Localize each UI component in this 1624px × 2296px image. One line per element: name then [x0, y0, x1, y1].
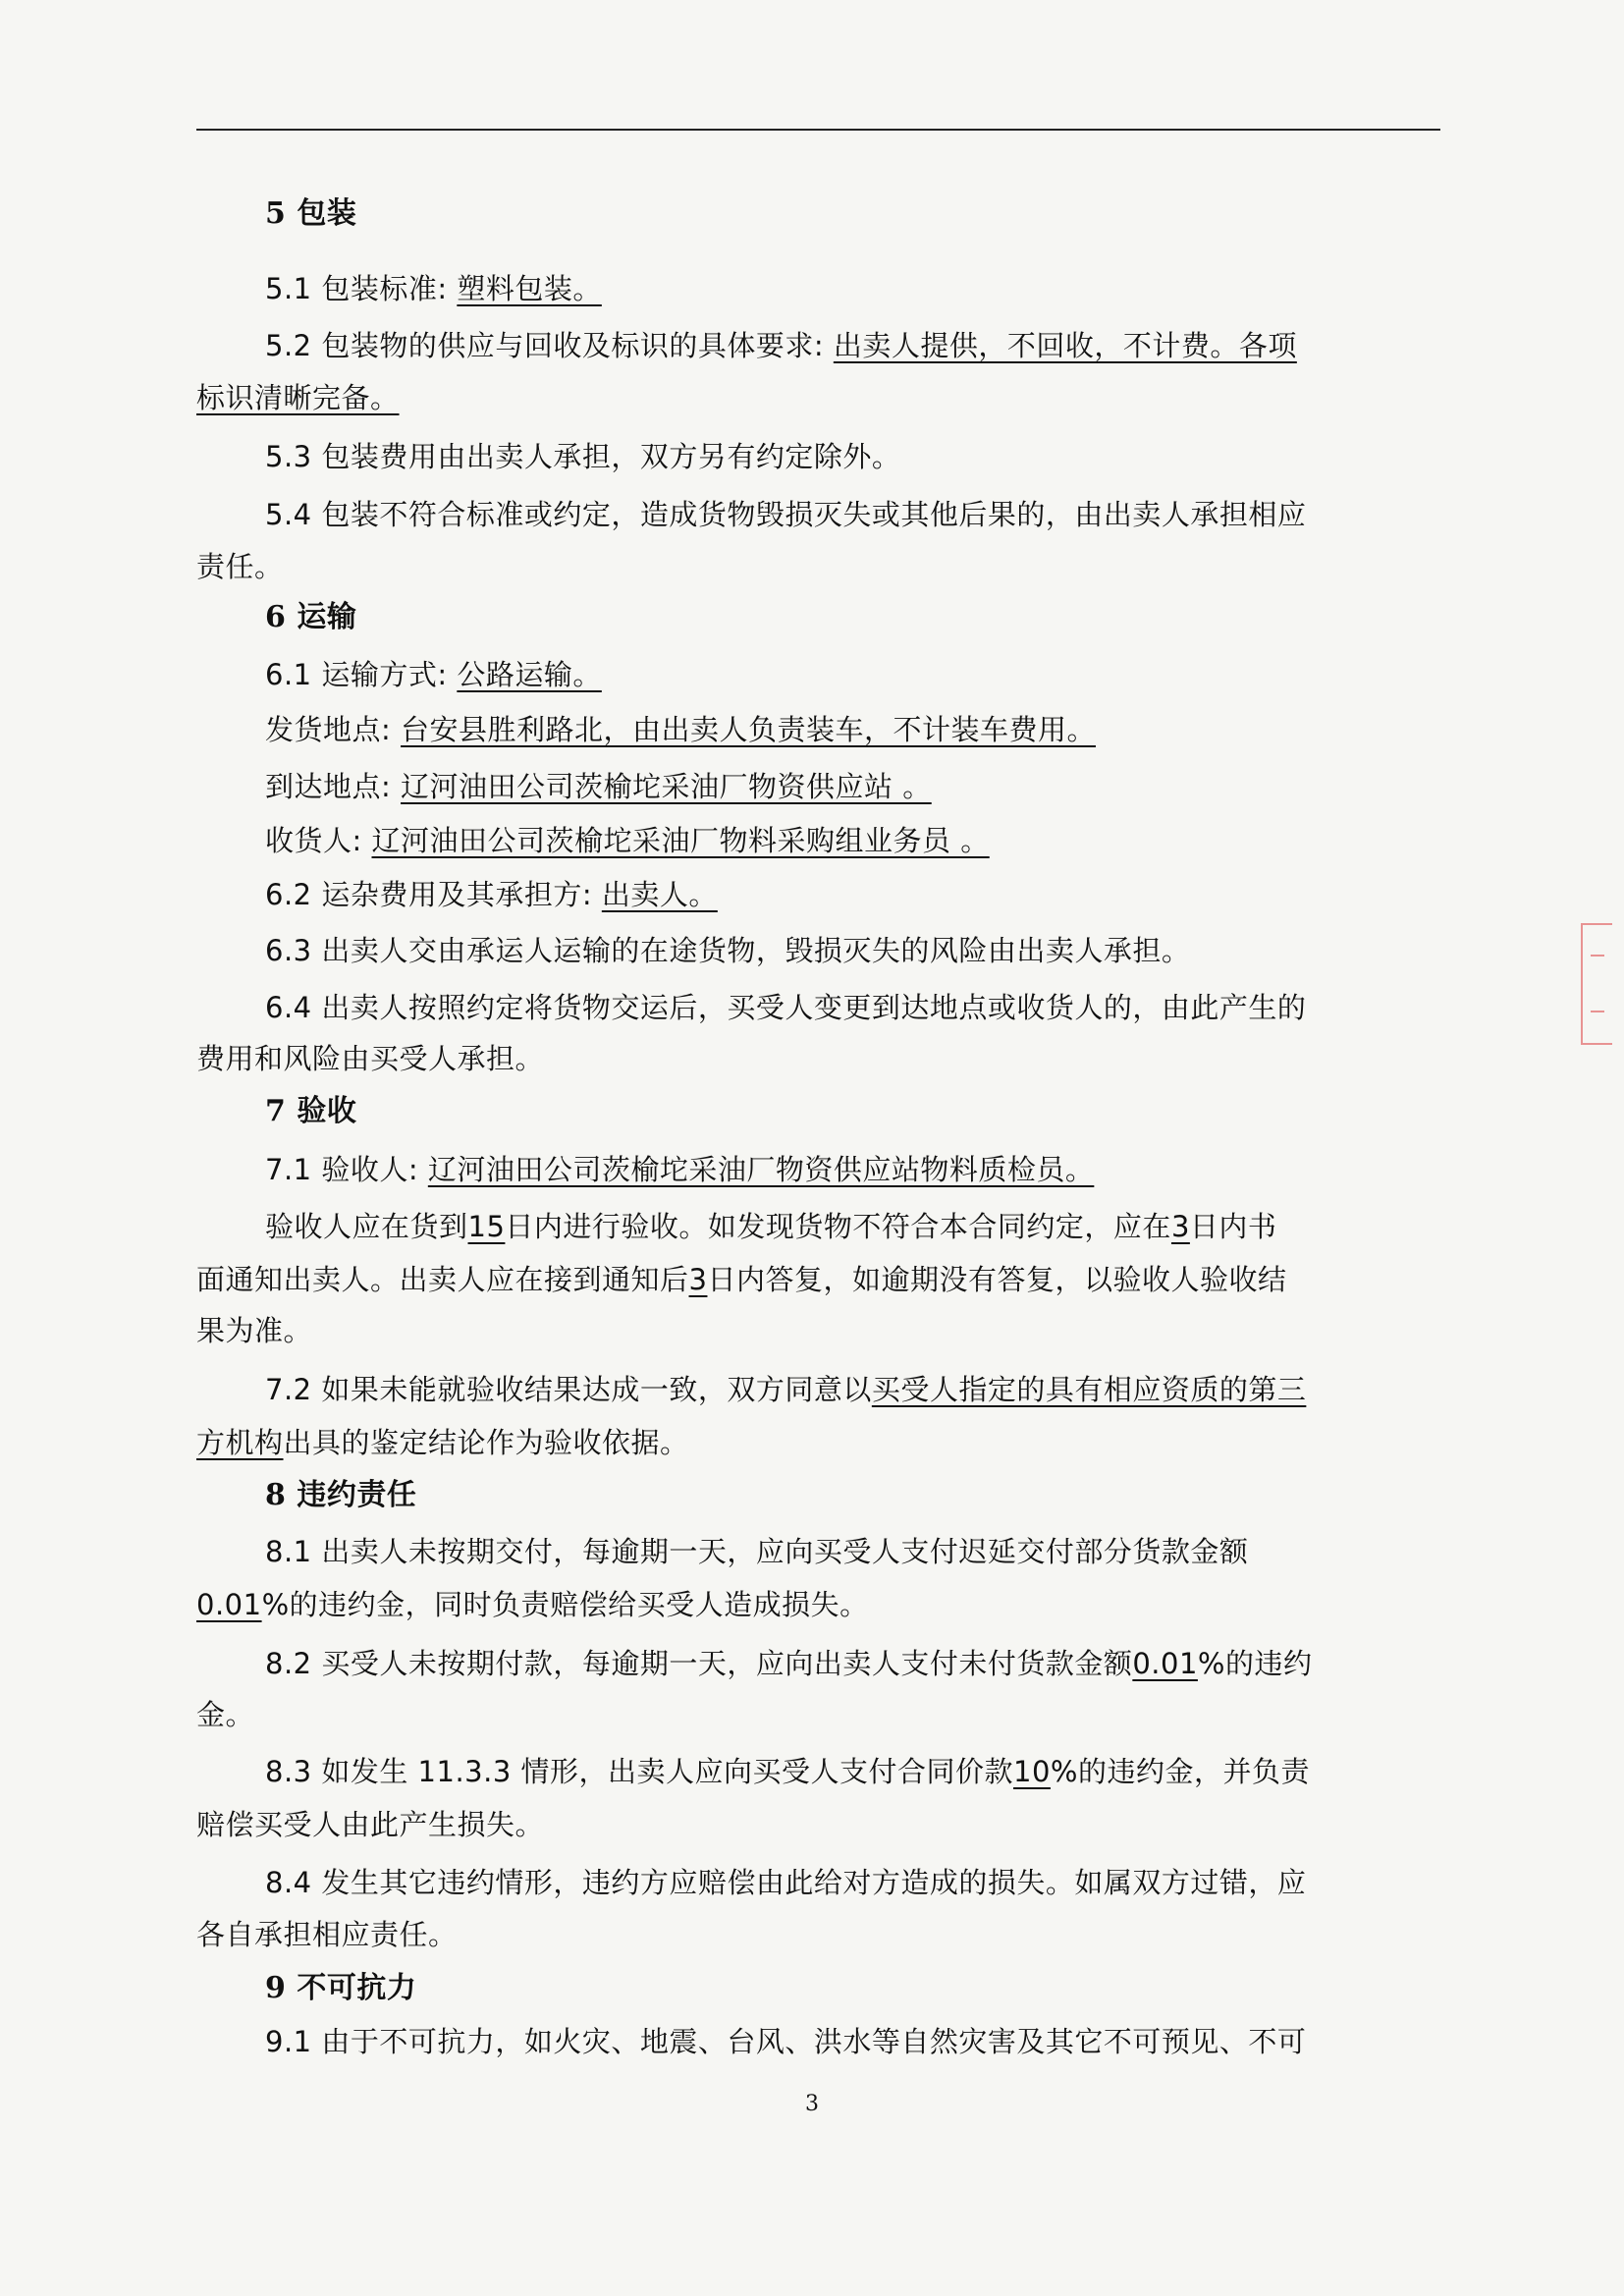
- clause-8-4: 8.4 发生其它违约情形，违约方应赔偿由此给对方造成的损失。如属双方过错，应: [265, 1866, 1307, 1899]
- consignee: 收货人: 辽河油田公司茨榆坨采油厂物料采购组业务员 。: [265, 824, 990, 857]
- clause-8-4-cont: 各自承担相应责任。: [196, 1918, 458, 1951]
- clause-5-2: 5.2 包装物的供应与回收及标识的具体要求: 出卖人提供，不回收，不计费。各项: [265, 329, 1297, 362]
- clause-5-3: 5.3 包装费用由出卖人承担，双方另有约定除外。: [265, 440, 901, 473]
- section-heading-packaging: 5 包装: [265, 196, 357, 231]
- clause-5-2-cont: 标识清晰完备。: [196, 381, 400, 414]
- acceptance-period: 验收人应在货到15日内进行验收。如发现货物不符合本合同约定，应在3日内书: [265, 1210, 1277, 1243]
- clause-5-4-cont: 责任。: [196, 550, 284, 583]
- seal-stamp-fragment: [1581, 923, 1612, 1045]
- clause-6-2: 6.2 运杂费用及其承担方: 出卖人。: [265, 878, 718, 911]
- clause-6-4: 6.4 出卖人按照约定将货物交运后，买受人变更到达地点或收货人的，由此产生的: [265, 991, 1307, 1024]
- clause-8-3-cont: 赔偿买受人由此产生损失。: [196, 1808, 545, 1841]
- shipping-location: 发货地点: 台安县胜利路北，由出卖人负责装车，不计装车费用。: [265, 713, 1097, 746]
- clause-8-2-cont: 金。: [196, 1698, 255, 1731]
- acceptance-period-cont: 面通知出卖人。出卖人应在接到通知后3日内答复，如逾期没有答复，以验收人验收结: [196, 1263, 1287, 1296]
- clause-7-1: 7.1 验收人: 辽河油田公司茨榆坨采油厂物资供应站物料质检员。: [265, 1153, 1095, 1186]
- section-heading-breach: 8 违约责任: [265, 1478, 417, 1512]
- clause-8-2: 8.2 买受人未按期付款，每逾期一天，应向出卖人支付未付货款金额0.01%的违约: [265, 1647, 1313, 1680]
- clause-8-3: 8.3 如发生 11.3.3 情形，出卖人应向买受人支付合同价款10%的违约金，并负责: [265, 1755, 1310, 1788]
- clause-9-1: 9.1 由于不可抗力，如火灾、地震、台风、洪水等自然灾害及其它不可预见、不可: [265, 2025, 1307, 2058]
- section-heading-force-majeure: 9 不可抗力: [265, 1971, 417, 2005]
- clause-7-2-cont: 方机构出具的鉴定结论作为验收依据。: [196, 1426, 689, 1459]
- arrival-location: 到达地点: 辽河油田公司茨榆坨采油厂物资供应站 。: [265, 770, 932, 803]
- section-heading-acceptance: 7 验收: [265, 1094, 357, 1128]
- section-heading-transport: 6 运输: [265, 600, 357, 634]
- clause-8-1: 8.1 出卖人未按期交付，每逾期一天，应向买受人支付迟延交付部分货款金额: [265, 1535, 1249, 1568]
- clause-6-1: 6.1 运输方式: 公路运输。: [265, 658, 602, 691]
- clause-5-1: 5.1 包装标准: 塑料包装。: [265, 272, 602, 305]
- clause-7-2: 7.2 如果未能就验收结果达成一致，双方同意以买受人指定的具有相应资质的第三: [265, 1373, 1307, 1406]
- page-number: 3: [805, 2092, 819, 2116]
- header-rule: [196, 129, 1440, 131]
- clause-6-3: 6.3 出卖人交由承运人运输的在途货物，毁损灭失的风险由出卖人承担。: [265, 934, 1191, 967]
- clause-8-1-cont: 0.01%的违约金，同时负责赔偿给买受人造成损失。: [196, 1588, 869, 1621]
- clause-6-4-cont: 费用和风险由买受人承担。: [196, 1042, 545, 1075]
- acceptance-period-end: 果为准。: [196, 1314, 313, 1347]
- clause-5-4: 5.4 包装不符合标准或约定，造成货物毁损灭失或其他后果的，由出卖人承担相应: [265, 498, 1307, 531]
